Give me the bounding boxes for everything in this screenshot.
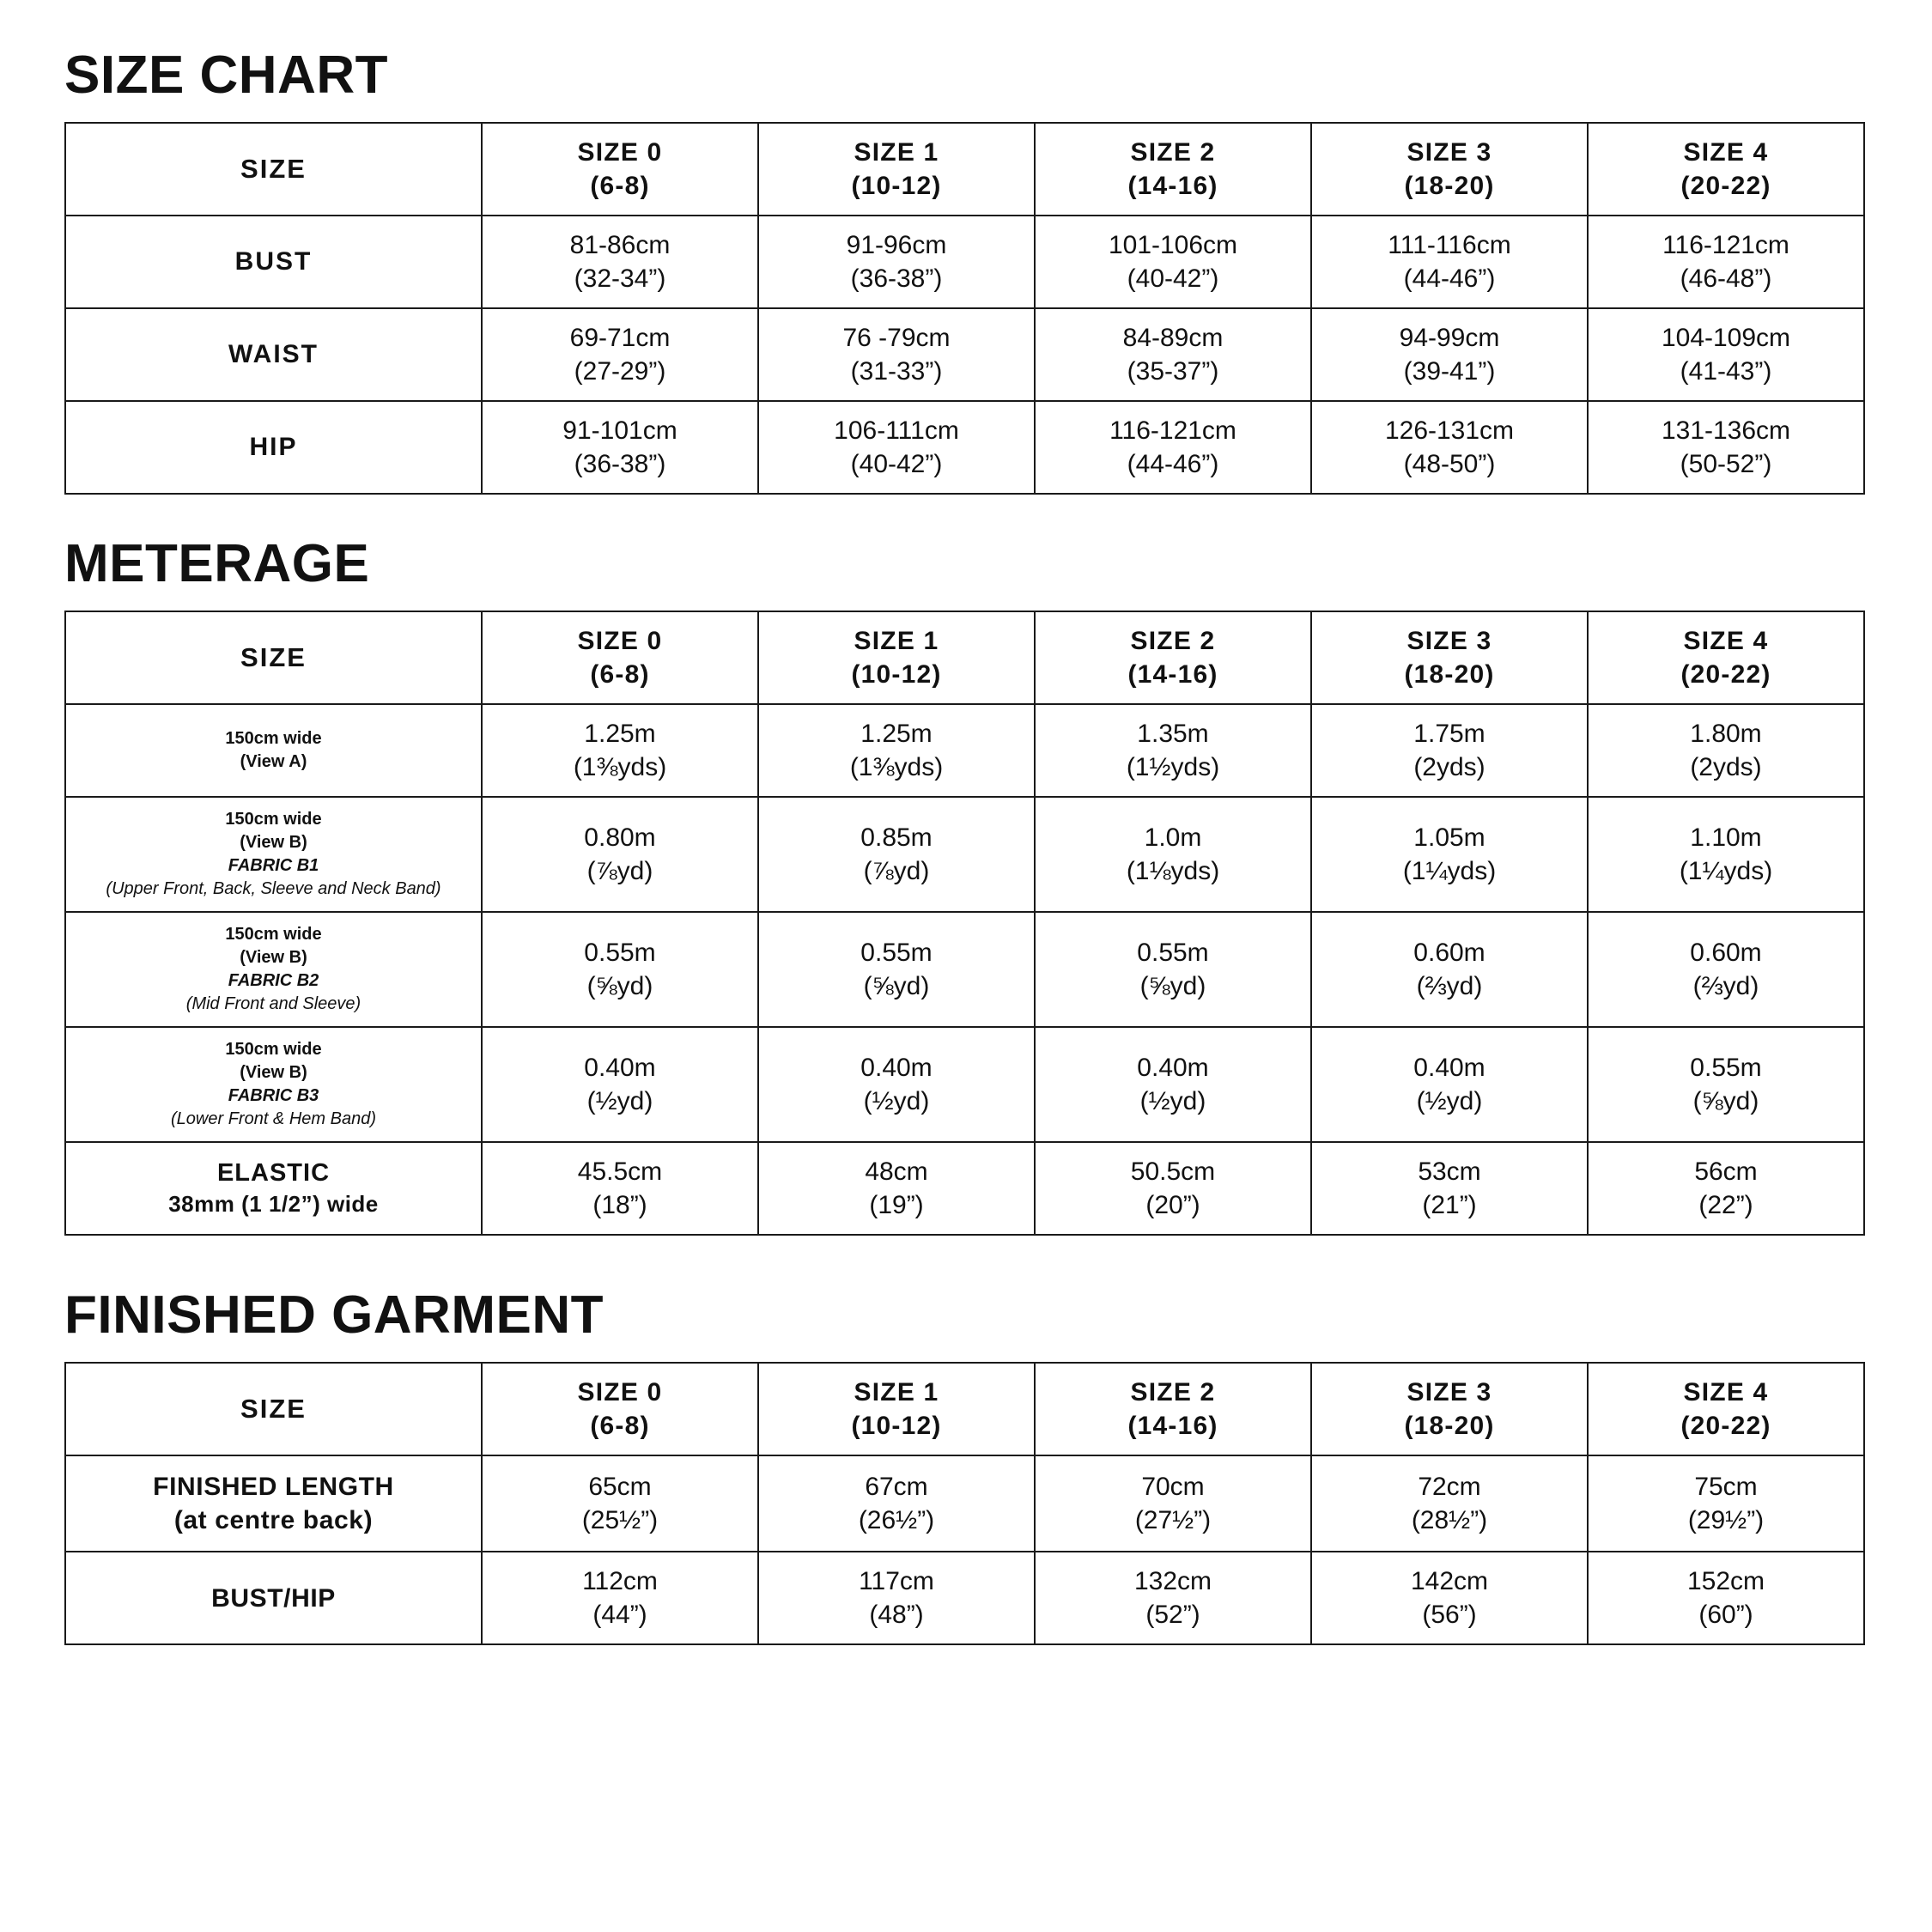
label-line: (View B) [240,948,307,968]
data-cell [1588,308,1864,401]
value-metric: 91-101cm [562,416,677,446]
finished-garment-title: FINISHED GARMENT [64,1285,604,1346]
data-cell [1588,797,1864,912]
value-metric: 1.05m [1413,823,1485,853]
value-imperial: (36-38”) [574,450,666,479]
value-metric: 53cm [1418,1157,1481,1187]
value-metric: 1.25m [860,720,933,749]
row-label-cell [65,401,482,494]
data-cell [1588,401,1864,494]
data-cell [1588,216,1864,308]
data-cell [482,1027,758,1142]
meterage-table [64,611,1865,1236]
header-cell-size0 [482,123,758,216]
data-cell [482,797,758,912]
data-cell [482,912,758,1027]
value-metric: 56cm [1694,1157,1758,1187]
table-row [65,401,1864,494]
label-line: ELASTIC [216,1159,331,1188]
value-metric: 0.60m [1413,939,1485,968]
value-imperial: (1¼yds) [1402,857,1497,886]
label-line: BUST/HIP [211,1583,336,1613]
value-metric: 112cm [582,1567,658,1596]
label-pieces: (Mid Front and Sleeve) [185,994,361,1014]
value-metric: 116-121cm [1662,231,1789,260]
data-cell [758,401,1035,494]
data-cell [1311,1142,1588,1235]
row-label-cell [65,704,482,797]
value-imperial: (½yd) [1139,1087,1206,1116]
header-size-name: SIZE 0 [577,138,663,167]
data-cell [1035,216,1311,308]
data-cell [758,1552,1035,1644]
header-size-name: SIZE 3 [1406,138,1492,167]
table-row [65,704,1864,797]
data-cell [1588,1552,1864,1644]
data-cell [1035,308,1311,401]
value-imperial: (⅔yd) [1416,972,1483,1001]
data-cell [1311,1552,1588,1644]
row-label [66,1147,481,1229]
finished-garment-table [64,1362,1865,1645]
table-row [65,912,1864,1027]
header-size-name: SIZE 4 [1683,1378,1769,1407]
value-imperial: (60”) [1698,1601,1753,1630]
value-metric: 48cm [865,1157,928,1187]
header-cell-size0 [482,611,758,704]
header-cell-size4 [1588,1363,1864,1455]
header-corner-label: SIZE [240,642,307,673]
data-cell [482,216,758,308]
row-label-cell [65,1027,482,1142]
label-line: FINISHED LENGTH [153,1473,394,1502]
value-metric: 94-99cm [1399,324,1500,353]
value-metric: 1.0m [1144,823,1202,853]
value-imperial: (⅝yd) [1139,972,1206,1001]
value-imperial: (35-37”) [1127,357,1219,386]
value-metric: 0.60m [1690,939,1762,968]
table-header-row [65,611,1864,704]
row-label-cell [65,1455,482,1552]
data-cell [758,797,1035,912]
value-imperial: (46-48”) [1680,264,1772,294]
value-metric: 1.25m [584,720,656,749]
label-sub: (at centre back) [173,1506,374,1535]
data-cell [758,1455,1035,1552]
header-cell-size3 [1311,123,1588,216]
data-cell [758,308,1035,401]
value-imperial: (40-42”) [850,450,943,479]
value-imperial: (21”) [1422,1191,1477,1220]
header-cell-size1 [758,1363,1035,1455]
data-cell [482,1142,758,1235]
header-corner-cell [65,1363,482,1455]
header-size-name: SIZE 3 [1406,627,1492,656]
header-size-range: (20-22) [1680,660,1771,690]
label-line: 150cm wide [225,925,322,945]
data-cell [1311,704,1588,797]
data-cell [1588,1142,1864,1235]
value-imperial: (⅞yd) [586,857,653,886]
size-chart-table [64,122,1865,495]
value-imperial: (19”) [869,1191,924,1220]
header-cell-size3 [1311,1363,1588,1455]
value-metric: 1.75m [1413,720,1485,749]
label-line: 150cm wide [225,729,322,749]
row-label [66,717,481,784]
row-label-cell [65,1552,482,1644]
label-fabric: FABRIC B2 [228,971,319,991]
row-label [66,1568,481,1629]
value-imperial: (50-52”) [1680,450,1772,479]
header-size-range: (10-12) [851,172,942,201]
value-metric: 67cm [865,1473,928,1502]
header-corner-label: SIZE [240,1394,307,1425]
value-imperial: (½yd) [586,1087,653,1116]
value-metric: 84-89cm [1122,324,1224,353]
header-cell-size0 [482,1363,758,1455]
value-imperial: (18”) [592,1191,647,1220]
header-corner-cell [65,611,482,704]
value-imperial: (⅔yd) [1692,972,1759,1001]
label-line: 150cm wide [225,810,322,829]
row-label-cell [65,912,482,1027]
value-metric: 70cm [1141,1473,1205,1502]
data-cell [1311,308,1588,401]
value-metric: 126-131cm [1384,416,1515,446]
value-imperial: (⅝yd) [863,972,930,1001]
row-label: WAIST [228,339,319,368]
value-imperial: (31-33”) [850,357,943,386]
value-metric: 45.5cm [577,1157,663,1187]
row-label [66,913,481,1026]
header-size-name: SIZE 0 [577,1378,663,1407]
data-cell [1035,1455,1311,1552]
header-cell-size1 [758,123,1035,216]
table-row [65,216,1864,308]
table-row [65,1552,1864,1644]
header-cell-size2 [1035,1363,1311,1455]
value-metric: 0.55m [1137,939,1209,968]
data-cell [1588,1455,1864,1552]
label-line: 150cm wide [225,1040,322,1060]
row-label [66,798,481,911]
table-row [65,308,1864,401]
value-imperial: (⅞yd) [863,857,930,886]
value-imperial: (½yd) [1416,1087,1483,1116]
value-imperial: (20”) [1145,1191,1200,1220]
row-label-cell [65,797,482,912]
row-label [66,1456,481,1551]
value-metric: 0.55m [584,939,656,968]
header-size-range: (10-12) [851,660,942,690]
data-cell [1588,1027,1864,1142]
header-cell-size3 [1311,611,1588,704]
value-imperial: (29½”) [1687,1506,1765,1535]
row-label-cell [65,1142,482,1235]
value-imperial: (2yds) [1413,753,1485,782]
header-corner-label: SIZE [240,154,307,185]
value-metric: 101-106cm [1108,231,1238,260]
data-cell [1035,704,1311,797]
label-line: 38mm (1 1/2”) wide [168,1191,379,1218]
value-imperial: (44-46”) [1403,264,1496,294]
value-imperial: (½yd) [863,1087,930,1116]
data-cell [1035,797,1311,912]
value-imperial: (1⅜yds) [573,753,667,782]
label-line: (View A) [240,752,307,772]
value-metric: 0.40m [1137,1054,1209,1083]
value-metric: 50.5cm [1130,1157,1216,1187]
value-imperial: (27-29”) [574,357,666,386]
data-cell [1311,216,1588,308]
data-cell [758,912,1035,1027]
data-cell [758,216,1035,308]
value-metric: 1.10m [1690,823,1762,853]
header-cell-size2 [1035,123,1311,216]
value-imperial: (36-38”) [850,264,943,294]
data-cell [482,1552,758,1644]
header-size-range: (14-16) [1127,660,1218,690]
data-cell [1588,912,1864,1027]
header-size-range: (6-8) [590,172,650,201]
value-imperial: (27½”) [1134,1506,1212,1535]
table-header-row [65,1363,1864,1455]
table-row [65,1142,1864,1235]
value-metric: 142cm [1410,1567,1489,1596]
value-imperial: (52”) [1145,1601,1200,1630]
value-metric: 0.80m [584,823,656,853]
value-metric: 152cm [1686,1567,1765,1596]
value-imperial: (44-46”) [1127,450,1219,479]
data-cell [482,1455,758,1552]
value-metric: 72cm [1418,1473,1481,1502]
value-metric: 0.55m [1690,1054,1762,1083]
value-imperial: (28½”) [1411,1506,1488,1535]
data-cell [1311,1027,1588,1142]
label-line: (View B) [240,833,307,853]
data-cell [1035,1552,1311,1644]
table-row [65,1027,1864,1142]
value-metric: 117cm [859,1567,934,1596]
header-size-name: SIZE 4 [1683,138,1769,167]
value-metric: 131-136cm [1661,416,1791,446]
header-size-name: SIZE 2 [1130,138,1216,167]
data-cell [482,704,758,797]
header-size-name: SIZE 1 [854,627,939,656]
header-size-range: (6-8) [590,660,650,690]
header-size-range: (20-22) [1680,172,1771,201]
header-size-range: (18-20) [1404,1412,1495,1441]
header-size-range: (14-16) [1127,1412,1218,1441]
value-metric: 0.40m [584,1054,656,1083]
header-size-range: (20-22) [1680,1412,1771,1441]
table-row [65,1455,1864,1552]
value-imperial: (40-42”) [1127,264,1219,294]
value-metric: 0.40m [1413,1054,1485,1083]
header-size-range: (10-12) [851,1412,942,1441]
value-metric: 65cm [588,1473,652,1502]
value-imperial: (22”) [1698,1191,1753,1220]
data-cell [1035,401,1311,494]
value-imperial: (1⅛yds) [1126,857,1220,886]
header-cell-size1 [758,611,1035,704]
label-line: (View B) [240,1063,307,1083]
header-size-range: (6-8) [590,1412,650,1441]
value-metric: 0.40m [860,1054,933,1083]
value-metric: 106-111cm [834,416,959,446]
header-size-name: SIZE 3 [1406,1378,1492,1407]
header-size-name: SIZE 1 [854,1378,939,1407]
header-size-name: SIZE 1 [854,138,939,167]
header-corner-cell [65,123,482,216]
value-imperial: (56”) [1422,1601,1477,1630]
label-pieces: (Upper Front, Back, Sleeve and Neck Band) [106,879,441,899]
label-fabric: FABRIC B1 [228,856,319,876]
value-imperial: (⅝yd) [1692,1087,1759,1116]
size-chart-title: SIZE CHART [64,46,388,105]
value-metric: 75cm [1694,1473,1758,1502]
data-cell [1035,1142,1311,1235]
value-imperial: (1½yds) [1126,753,1220,782]
data-cell [1311,797,1588,912]
value-imperial: (44”) [592,1601,647,1630]
header-size-range: (18-20) [1404,660,1495,690]
data-cell [758,1027,1035,1142]
data-cell [1588,704,1864,797]
header-size-name: SIZE 2 [1130,1378,1216,1407]
value-metric: 0.85m [860,823,933,853]
value-metric: 1.80m [1690,720,1762,749]
value-metric: 116-121cm [1109,416,1236,446]
data-cell [1311,401,1588,494]
value-imperial: (2yds) [1690,753,1762,782]
data-cell [1311,912,1588,1027]
value-metric: 132cm [1133,1567,1212,1596]
row-label [66,1028,481,1141]
row-label: HIP [249,432,298,461]
header-size-range: (14-16) [1127,172,1218,201]
value-imperial: (48”) [869,1601,924,1630]
value-metric: 104-109cm [1661,324,1791,353]
value-imperial: (32-34”) [574,264,666,294]
header-cell-size4 [1588,611,1864,704]
value-imperial: (41-43”) [1680,357,1772,386]
value-metric: 111-116cm [1388,231,1511,260]
row-label-cell [65,216,482,308]
value-imperial: (39-41”) [1403,357,1496,386]
header-size-name: SIZE 2 [1130,627,1216,656]
value-imperial: (1¼yds) [1679,857,1773,886]
meterage-title: METERAGE [64,534,370,594]
label-fabric: FABRIC B3 [228,1086,319,1106]
header-size-name: SIZE 0 [577,627,663,656]
value-imperial: (48-50”) [1403,450,1496,479]
value-imperial: (25½”) [581,1506,659,1535]
header-size-name: SIZE 4 [1683,627,1769,656]
value-metric: 91-96cm [846,231,947,260]
data-cell [1035,912,1311,1027]
header-cell-size2 [1035,611,1311,704]
row-label-cell [65,308,482,401]
table-header-row [65,123,1864,216]
value-metric: 81-86cm [569,231,671,260]
data-cell [758,704,1035,797]
data-cell [482,401,758,494]
header-cell-size4 [1588,123,1864,216]
row-label: BUST [234,246,313,276]
value-imperial: (1⅜yds) [849,753,944,782]
table-row [65,797,1864,912]
data-cell [758,1142,1035,1235]
data-cell [1311,1455,1588,1552]
data-cell [482,308,758,401]
value-imperial: (⅝yd) [586,972,653,1001]
value-imperial: (26½”) [858,1506,935,1535]
header-size-range: (18-20) [1404,172,1495,201]
value-metric: 76 -79cm [842,324,951,353]
label-pieces: (Lower Front & Hem Band) [171,1109,376,1129]
value-metric: 0.55m [860,939,933,968]
value-metric: 69-71cm [569,324,671,353]
data-cell [1035,1027,1311,1142]
value-metric: 1.35m [1137,720,1209,749]
